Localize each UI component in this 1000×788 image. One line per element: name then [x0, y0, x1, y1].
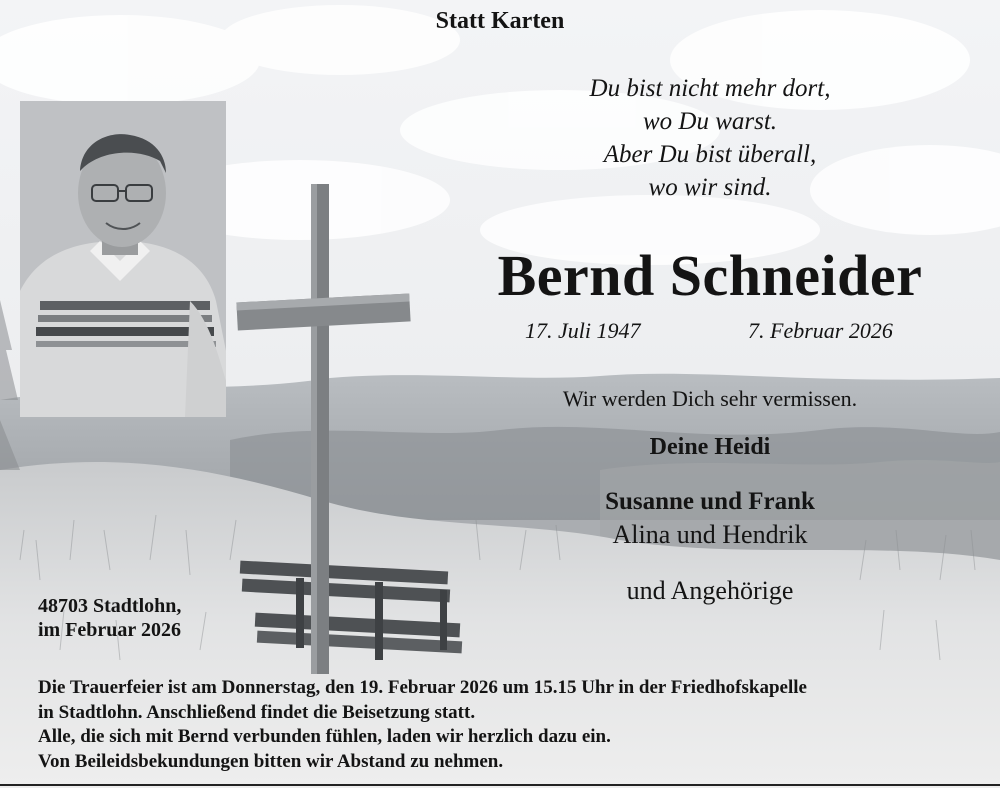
funeral-details [38, 676, 807, 774]
place-line: 48703 Stadtlohn, [38, 595, 182, 617]
grandchildren-names: Alina und Hendrik [612, 520, 808, 549]
header-title: Statt Karten [435, 8, 565, 34]
details-line: in Stadtlohn. Anschließend findet die Beisetzung statt. [38, 701, 476, 723]
deceased-name: Bernd Schneider [497, 243, 923, 308]
portrait-photo [20, 101, 226, 417]
spouse-name: Deine Heidi [649, 434, 771, 460]
poem-line: wo Du warst. [642, 108, 778, 135]
poem-line: Aber Du bist überall, [603, 141, 817, 168]
miss-message: Wir werden Dich sehr vermissen. [562, 386, 858, 411]
place-line: im Februar 2026 [38, 619, 181, 641]
poem [520, 72, 900, 204]
poem-line: Du bist nicht mehr dort, [589, 75, 831, 102]
place-and-date [38, 594, 181, 642]
details-line: Die Trauerfeier ist am Donnerstag, den 19. Februar 2026 um 15.15 Uhr in der Friedhofskapelle [38, 677, 807, 698]
details-line: Von Beileidsbekundungen bitten wir Abstand zu nehmen. [38, 750, 504, 772]
death-date: 7. Februar 2026 [748, 318, 893, 343]
family-names: Susanne und Frank [605, 488, 815, 515]
details-line: Alle, die sich mit Bernd verbunden fühlen, laden wir herzlich dazu ein. [38, 726, 611, 747]
relatives-line: und Angehörige [626, 576, 794, 605]
birth-date: 17. Juli 1947 [525, 318, 641, 343]
poem-line: wo wir sind. [648, 174, 772, 201]
bottom-divider [0, 784, 1000, 786]
